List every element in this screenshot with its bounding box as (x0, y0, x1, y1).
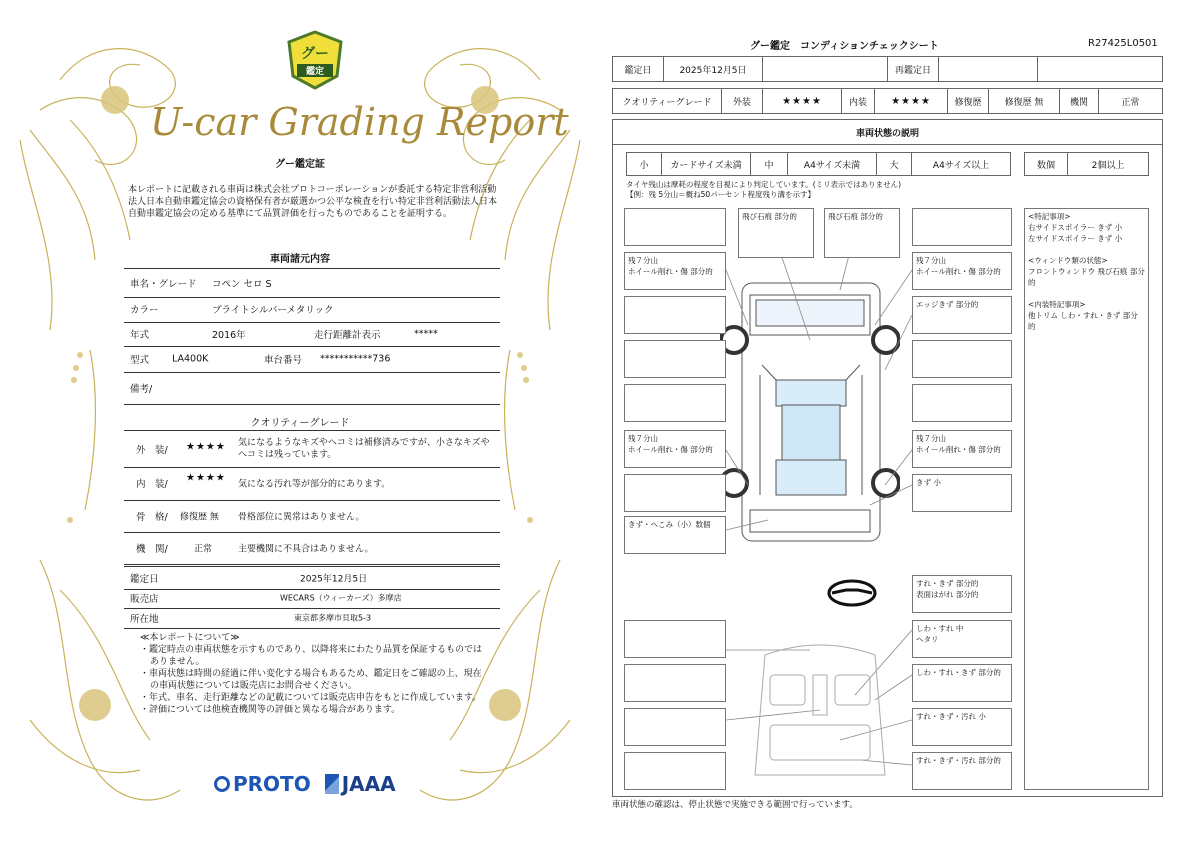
interior-box (624, 664, 726, 702)
certificate-heading: グー鑑定証 (275, 159, 325, 170)
reinspect-label: 再鑑定日 (887, 56, 939, 82)
proto-logo-icon (214, 776, 230, 792)
note-item: ・鑑定時点の車両状態を示すものであり、以降将来にわたり品質を保証するものではありません。 (140, 645, 483, 667)
spec-row-name: 車名・グレード コペン セロ S (124, 268, 500, 298)
spec-row-color: カラー ブライトシルバーメタリック (124, 296, 500, 323)
note-item: ・年式、車名、走行距離などの記載については販売店申告をもとに作成しています。 (140, 693, 482, 703)
quality-row-interior: 内 装/ ★★★★ 気になる汚れ等が部分的にあります。 (124, 466, 500, 501)
quality-heading: クオリティーグレード (250, 418, 350, 429)
interior-box-2: しわ・すれ 中 ヘタリ (912, 620, 1012, 658)
damage-box (624, 384, 726, 422)
damage-box-left-tire-rear: 残７分山 ホイール削れ・傷 部分的 (624, 430, 726, 468)
svg-text:グー: グー (301, 46, 329, 62)
size-large-desc: A4サイズ以上 (911, 152, 1011, 176)
tire-note-2: 【例：残 5分山＝概ね50パーセント程度残り溝を示す】 (626, 190, 816, 199)
repair-value: 修復歴 無 (988, 88, 1060, 114)
notes-heading: ≪本レポートについて≫ (140, 633, 240, 643)
specs-heading: 車両諸元内容 (270, 254, 330, 265)
condition-check-sheet (600, 0, 1200, 848)
interior-box-steering: すれ・きず 部分的 表面はがれ 部分的 (912, 575, 1012, 613)
ext-stars: ★★★★ (762, 88, 842, 114)
int-label: 内装 (841, 88, 875, 114)
repair-label: 修復歴 (947, 88, 989, 114)
note-item: ・評価については他検査機関等の評価と異なる場合があります。 (140, 705, 401, 715)
date-value: 2025年12月5日 (663, 56, 763, 82)
note-item: ・車両状態は時間の経過に伴い変化する場合もあるため、鑑定日をご確認の上、現在の車両状態については販売店にお問合せください。 (140, 669, 482, 691)
cert-dealer-row: 販売店 WECARS（ウィーカーズ）多摩店 (124, 588, 500, 609)
damage-box (624, 340, 726, 378)
int-stars: ★★★★ (874, 88, 948, 114)
date-label: 鑑定日 (612, 56, 664, 82)
count-desc: 2個以上 (1067, 152, 1149, 176)
damage-box-right-rear: きず 小 (912, 474, 1012, 512)
quality-row-exterior: 外 装/ ★★★★ 気になるようなキズやヘコミは補修済みですが、小さなキズやヘコミは残っています。 (124, 430, 500, 468)
damage-box-right-tire-front: 残７分山 ホイール削れ・傷 部分的 (912, 252, 1012, 290)
damage-box-top-mid2: 飛び石痕 部分的 (824, 208, 900, 258)
tire-note-1: タイヤ残山は摩耗の程度を目視により判定しています。(ミリ表示ではありません) (626, 180, 902, 189)
spec-row-year: 年式 2016年 走行距離計表示 ***** (124, 322, 500, 347)
damage-box-right-tire-rear: 残７分山 ホイール削れ・傷 部分的 (912, 430, 1012, 468)
jaaa-logo-icon (325, 774, 339, 794)
car-interior-diagram (745, 635, 895, 785)
damage-box-left-rear: きず・へこみ（小）数個 (624, 516, 726, 554)
report-script-title: U-car Grading Report (150, 100, 569, 144)
size-small: 小 (626, 152, 662, 176)
ext-label: 外装 (721, 88, 763, 114)
reinspect-blank (1037, 56, 1163, 82)
sheet-title: グー鑑定 コンディションチェックシート (750, 41, 939, 52)
steering-wheel-icon (826, 578, 878, 608)
certificate-intro: 本レポートに記載される車両は株式会社プロトコーポレーションが委託する特定非営利活動法人日本自動車鑑定協会の資格保有者が厳選かつ公平な検査を行い特定非営利活動法人日本自動車鑑定協会の定める基準にて品質評価を行ったものであることを証明する。 (128, 185, 498, 219)
count-label: 数個 (1024, 152, 1068, 176)
cert-date-row: 鑑定日 2025年12月5日 (124, 566, 500, 590)
sheet-id: R27425L0501 (1088, 38, 1158, 49)
damage-box (624, 208, 726, 246)
interior-box (624, 620, 726, 658)
sheet-footer: 車両状態の確認は、停止状態で実施できる範囲で行っています。 (612, 800, 858, 810)
damage-box (624, 474, 726, 512)
grade-label: クオリティーグレード (612, 88, 722, 114)
damage-box (624, 296, 726, 334)
engine-value: 正常 (1098, 88, 1163, 114)
engine-label: 機関 (1059, 88, 1099, 114)
spec-row-remarks: 備考/ (124, 372, 500, 405)
damage-box (912, 208, 1012, 246)
damage-box (912, 384, 1012, 422)
damage-box (912, 340, 1012, 378)
damage-box-right-edge: エッジきず 部分的 (912, 296, 1012, 334)
proto-logo: PROTO (214, 772, 311, 796)
report-notes (140, 632, 490, 716)
svg-text:鑑定: 鑑定 (305, 67, 325, 77)
size-medium: 中 (750, 152, 788, 176)
special-notes-box: <特記事項> 右サイドスポイラー きず 小 左サイドスポイラー きず 小 <ウィンドウ類の状態> フロントウィンドウ 飛び石痕 部分的 <内装特記事項> 他トリム しわ・すれ・きず 部分的 (1024, 208, 1149, 790)
size-large: 大 (876, 152, 912, 176)
interior-box (624, 708, 726, 746)
section-title: 車両状態の説明 (612, 119, 1163, 145)
jaaa-logo: JAAA (325, 772, 396, 796)
footer-logos (214, 772, 396, 796)
size-medium-desc: A4サイズ未満 (787, 152, 877, 176)
goo-kantei-logo (285, 30, 345, 92)
size-small-desc: カードサイズ未満 (661, 152, 751, 176)
quality-row-engine: 機 関/ 正常 主要機関に不具合はありません。 (124, 532, 500, 565)
damage-box-left-tire-front: 残７分山 ホイール削れ・傷 部分的 (624, 252, 726, 290)
interior-box-4: すれ・きず・汚れ 小 (912, 708, 1012, 746)
cert-address-row: 所在地 東京都多摩市貝取5-3 (124, 608, 500, 629)
interior-box-3: しわ・すれ・きず 部分的 (912, 664, 1012, 702)
quality-row-frame: 骨 格/ 修復歴 無 骨格部位に異常はありません。 (124, 500, 500, 533)
date-blank (762, 56, 888, 82)
ornament-flower (101, 86, 129, 114)
interior-box (624, 752, 726, 790)
interior-box-5: すれ・きず・汚れ 部分的 (912, 752, 1012, 790)
reinspect-value (938, 56, 1038, 82)
damage-box-top-mid1: 飛び石痕 部分的 (738, 208, 814, 258)
spec-row-model: 型式 LA400K 車台番号 ***********736 (124, 346, 500, 373)
